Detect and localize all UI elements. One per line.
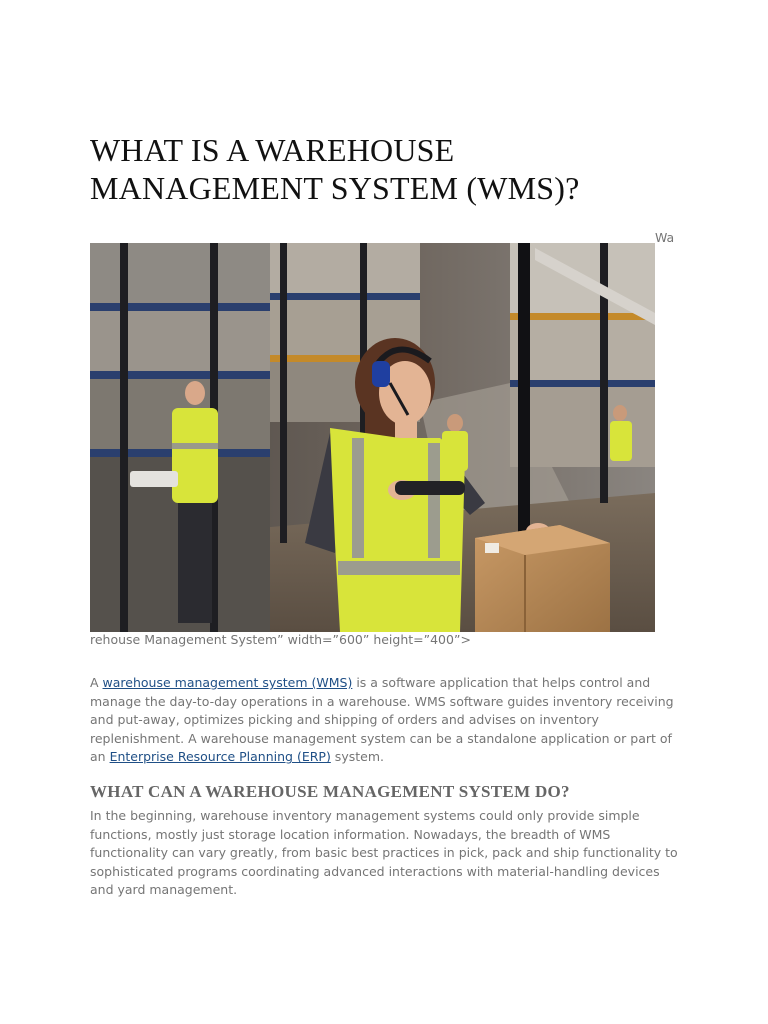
article-title: WHAT IS A WAREHOUSE MANAGEMENT SYSTEM (WMS)?: [90, 132, 580, 206]
wms-link[interactable]: warehouse management system (WMS): [102, 675, 353, 690]
warehouse-worker-photo: [90, 243, 655, 632]
intro-middle: is a software application that helps control and manage the day-to-day operations in a warehouse. WMS software guides inventory receiving and put-away, optimizes picking and shipping of orders and advises on inventory replenishment. A warehouse management system can be a standalone application or part of an: [90, 675, 674, 765]
intro-prefix: A: [90, 675, 103, 690]
image-alt-text-fragment-bottom: rehouse Management System” width=”600” height=”400”>: [90, 632, 471, 647]
erp-link[interactable]: Enterprise Resource Planning (ERP): [109, 749, 331, 765]
intro-suffix: system.: [330, 749, 384, 765]
section-body-paragraph: In the beginning, warehouse inventory management systems could only provide simple functions, mostly just storage location information. Nowadays, the breadth of WMS functionality can vary greatly, from basic best practices in pick, pack and ship functionality to sophisticated programs coordinating advanced interactions with material-handling devices and yard management.: [90, 808, 678, 898]
section-heading: WHAT CAN A WAREHOUSE MANAGEMENT SYSTEM DO?: [90, 782, 570, 801]
image-alt-text-fragment-top: Wa: [655, 230, 675, 245]
intro-paragraph: [90, 674, 680, 767]
